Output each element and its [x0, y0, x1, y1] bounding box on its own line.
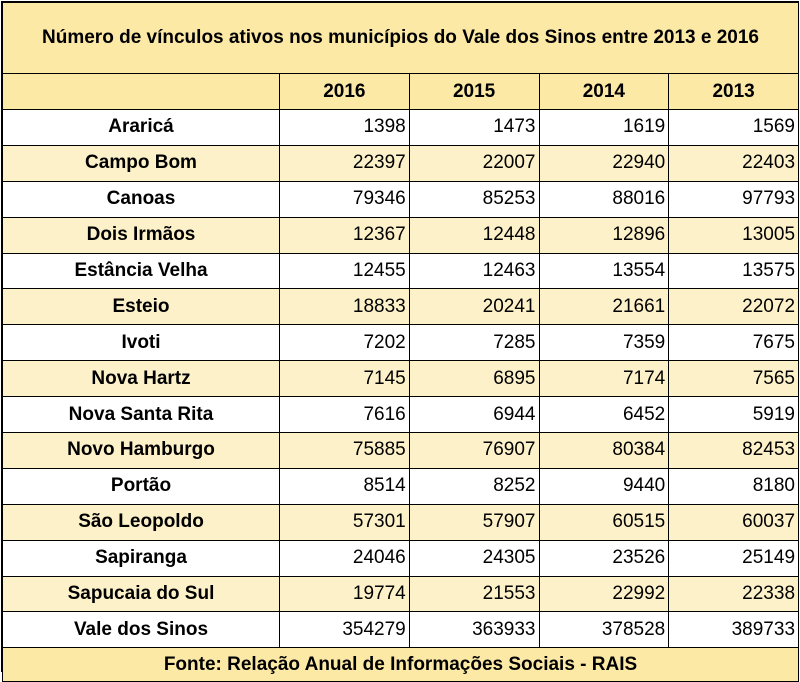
value-cell: 7202: [280, 325, 410, 361]
value-cell: 20241: [409, 289, 539, 325]
value-cell: 8514: [280, 468, 410, 504]
table-row: [3, 217, 799, 253]
table-row: [3, 468, 799, 504]
column-header-row: [3, 74, 799, 110]
value-cell: 97793: [669, 181, 799, 217]
value-cell: 1619: [539, 110, 669, 146]
table-row: [3, 145, 799, 181]
value-cell: 7285: [409, 325, 539, 361]
value-cell: 7359: [539, 325, 669, 361]
value-cell: 378528: [539, 612, 669, 648]
row-label: Nova Hartz: [3, 361, 280, 397]
table-row: [3, 540, 799, 576]
column-header-2013: 2013: [669, 74, 799, 110]
value-cell: 12448: [409, 217, 539, 253]
column-header-blank: [3, 74, 280, 110]
value-cell: 79346: [280, 181, 410, 217]
column-header-2014: 2014: [539, 74, 669, 110]
value-cell: 363933: [409, 612, 539, 648]
row-label: Campo Bom: [3, 145, 280, 181]
row-label: Portão: [3, 468, 280, 504]
table-row: [3, 361, 799, 397]
value-cell: 22072: [669, 289, 799, 325]
row-label: Ivoti: [3, 325, 280, 361]
value-cell: 12367: [280, 217, 410, 253]
table-frame: [1, 1, 799, 675]
value-cell: 18833: [280, 289, 410, 325]
table-row: [3, 397, 799, 433]
row-label: Novo Hamburgo: [3, 433, 280, 469]
table-row: [3, 325, 799, 361]
table-row: [3, 576, 799, 612]
value-cell: 76907: [409, 433, 539, 469]
value-cell: 1473: [409, 110, 539, 146]
row-label: São Leopoldo: [3, 504, 280, 540]
value-cell: 57907: [409, 504, 539, 540]
table-title: Número de vínculos ativos nos municípios do Vale dos Sinos entre 2013 e 2016: [3, 3, 799, 74]
value-cell: 7616: [280, 397, 410, 433]
row-label: Nova Santa Rita: [3, 397, 280, 433]
value-cell: 6452: [539, 397, 669, 433]
value-cell: 7675: [669, 325, 799, 361]
table-row: [3, 181, 799, 217]
value-cell: 82453: [669, 433, 799, 469]
value-cell: 22403: [669, 145, 799, 181]
column-header-2015: 2015: [409, 74, 539, 110]
value-cell: 7565: [669, 361, 799, 397]
value-cell: 13005: [669, 217, 799, 253]
value-cell: 7145: [280, 361, 410, 397]
value-cell: 6895: [409, 361, 539, 397]
value-cell: 8252: [409, 468, 539, 504]
value-cell: 1569: [669, 110, 799, 146]
value-cell: 9440: [539, 468, 669, 504]
value-cell: 85253: [409, 181, 539, 217]
table-row: [3, 253, 799, 289]
row-label: Araricá: [3, 110, 280, 146]
value-cell: 24305: [409, 540, 539, 576]
value-cell: 25149: [669, 540, 799, 576]
table-row: [3, 433, 799, 469]
value-cell: 57301: [280, 504, 410, 540]
value-cell: 354279: [280, 612, 410, 648]
value-cell: 22940: [539, 145, 669, 181]
table-row: [3, 504, 799, 540]
value-cell: 7174: [539, 361, 669, 397]
value-cell: 8180: [669, 468, 799, 504]
value-cell: 389733: [669, 612, 799, 648]
value-cell: 60515: [539, 504, 669, 540]
row-label: Sapiranga: [3, 540, 280, 576]
value-cell: 60037: [669, 504, 799, 540]
row-label: Sapucaia do Sul: [3, 576, 280, 612]
value-cell: 22007: [409, 145, 539, 181]
value-cell: 6944: [409, 397, 539, 433]
data-table: [2, 2, 799, 682]
value-cell: 19774: [280, 576, 410, 612]
row-label: Vale dos Sinos: [3, 612, 280, 648]
row-label: Esteio: [3, 289, 280, 325]
value-cell: 12463: [409, 253, 539, 289]
value-cell: 22338: [669, 576, 799, 612]
value-cell: 21553: [409, 576, 539, 612]
value-cell: 5919: [669, 397, 799, 433]
value-cell: 88016: [539, 181, 669, 217]
value-cell: 23526: [539, 540, 669, 576]
row-label: Canoas: [3, 181, 280, 217]
value-cell: 22397: [280, 145, 410, 181]
value-cell: 24046: [280, 540, 410, 576]
value-cell: 13554: [539, 253, 669, 289]
value-cell: 12896: [539, 217, 669, 253]
table-body: [3, 110, 799, 648]
column-header-2016: 2016: [280, 74, 410, 110]
value-cell: 13575: [669, 253, 799, 289]
table-row: [3, 110, 799, 146]
table-source: Fonte: Relação Anual de Informações Sociais - RAIS: [3, 648, 799, 682]
value-cell: 12455: [280, 253, 410, 289]
row-label: Dois Irmãos: [3, 217, 280, 253]
value-cell: 75885: [280, 433, 410, 469]
row-label: Estância Velha: [3, 253, 280, 289]
value-cell: 1398: [280, 110, 410, 146]
value-cell: 22992: [539, 576, 669, 612]
value-cell: 80384: [539, 433, 669, 469]
value-cell: 21661: [539, 289, 669, 325]
table-row: [3, 612, 799, 648]
table-row: [3, 289, 799, 325]
